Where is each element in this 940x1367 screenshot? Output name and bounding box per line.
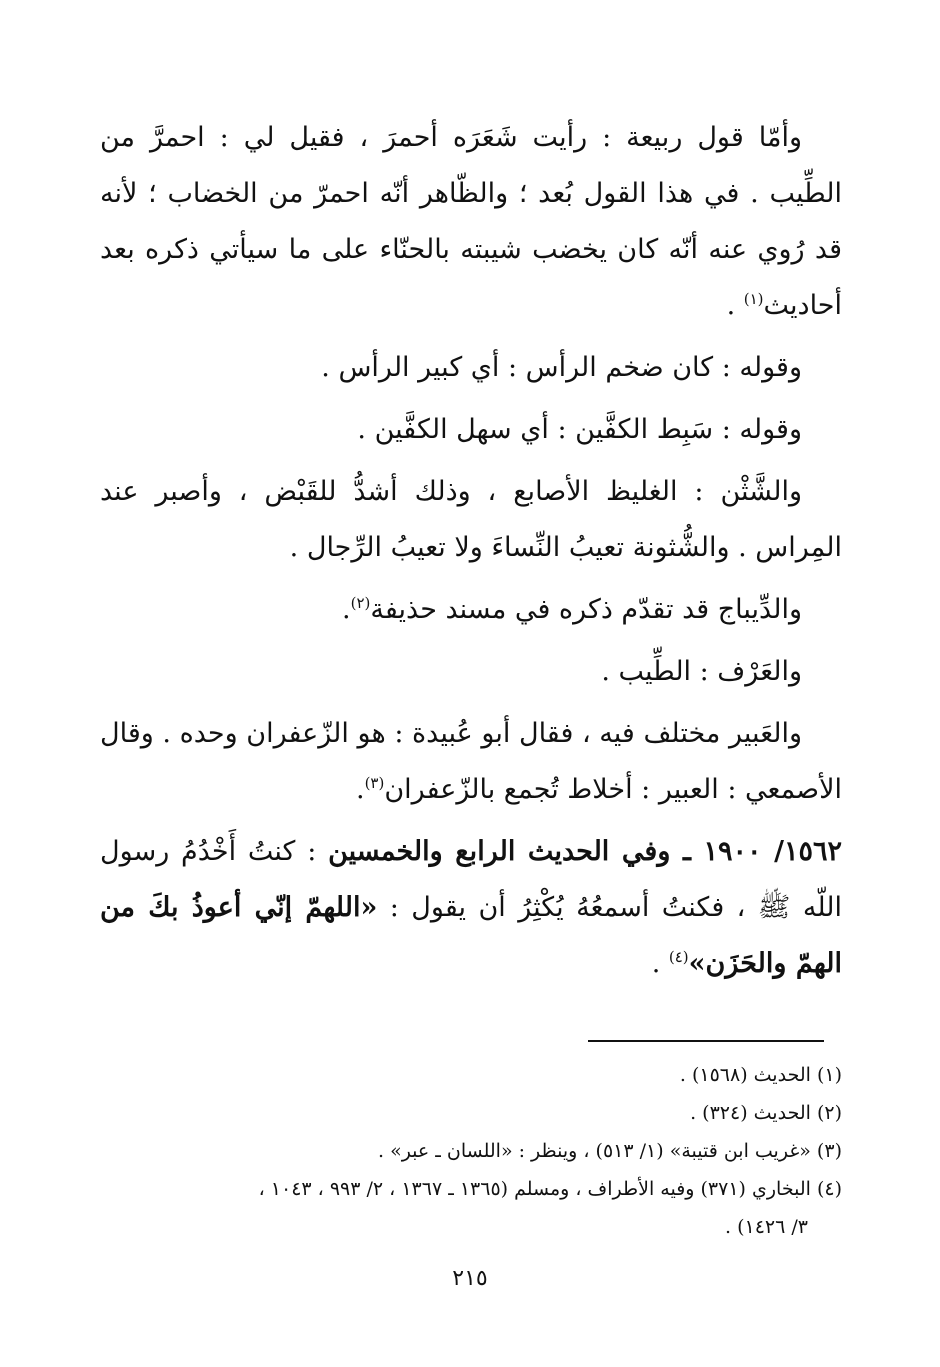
footnote-4-continued: ٣/ ١٤٢٦) . [725,1216,808,1238]
footnote-3: (٣) «غريب ابن قتيبة» (١/ ٥١٣) ، وينظر : «اللسان ـ عبر» . [378,1140,842,1162]
paragraph-end: . [726,290,736,321]
footnote-4: (٤) البخاري (٣٧١) وفيه الأطراف ، ومسلم (١٣٦٥ ـ ١٣٦٧ ، ٢/ ٩٩٣ ، ١٠٤٣ ، [258,1178,842,1200]
page-number: ٢١٥ [452,1266,488,1291]
paragraph-text: والعَبير مختلف فيه ، فقال أبو عُبيدة : هو الزّعفران وحده . وقال الأصمعي : العبير : أخلاط تُجمع بالزّعفران [100,718,842,805]
paragraph-dibaj [100,582,842,638]
footnote-1: (١) الحديث (١٥٦٨) . [679,1064,842,1086]
footnotes [100,1056,842,1246]
paragraph-head: وقوله : كان ضخم الرأس : أي كبير الرأس . [321,352,802,383]
footnote-2: (٢) الحديث (٣٢٤) . [690,1102,842,1124]
paragraph-abir [100,706,842,818]
hadith-number-heading: ١٥٦٢/ ١٩٠٠ ـ وفي الحديث الرابع والخمسين [328,836,842,867]
footnote-divider [588,1040,824,1042]
paragraph-end: . [342,594,351,625]
paragraph-text: وأمّا قول ربيعة : رأيت شَعَرَه أحمرَ ، فقيل لي : احمرَّ من الطِّيب . في هذا القول بُعد ؛ والظّاهر أنّه احمرّ من الخضاب ؛ لأنه قد رُوي عنه أنّه كان يخضب شيبته بالحنّاء على ما سيأتي ذكره بعد أحاديث [100,122,842,321]
footnote-ref-4[interactable]: (٤) [668,948,689,966]
paragraph-shathn: والشَّثْن : الغليظ الأصابع ، وذلك أشدُّ للقَبْض ، وأصبر عند المِراس . والشُّثونة تعيبُ النِّساءَ ولا تعيبُ الرِّجال . [100,476,842,563]
main-text [100,110,842,992]
footnote-ref-1[interactable]: (١) [743,290,764,308]
paragraph-arf: والعَرْف : الطِّيب . [601,656,802,687]
paragraph-end: . [355,774,365,805]
paragraph-text: والدِّيباج قد تقدّم ذكره في مسند حذيفة [370,594,802,625]
footnote-ref-2[interactable]: (٢) [350,594,371,612]
hadith-text: : كنتُ أَخْدُمُ رسول اللّه ﷺ ، فكنتُ أسمعُهُ يُكْثِرُ أن يقول : [100,836,842,923]
hadith-quote: «اللهمّ إنّي أعوذُ بكَ من الهمّ والحَزَن» [100,892,842,979]
hadith-entry [100,824,842,992]
paragraph-palms: وقوله : سَبِط الكفَّين : أي سهل الكفَّين . [357,414,802,445]
footnote-ref-3[interactable]: (٣) [364,774,385,792]
paragraph-end: . [651,948,661,979]
paragraph-rabia [100,110,842,334]
